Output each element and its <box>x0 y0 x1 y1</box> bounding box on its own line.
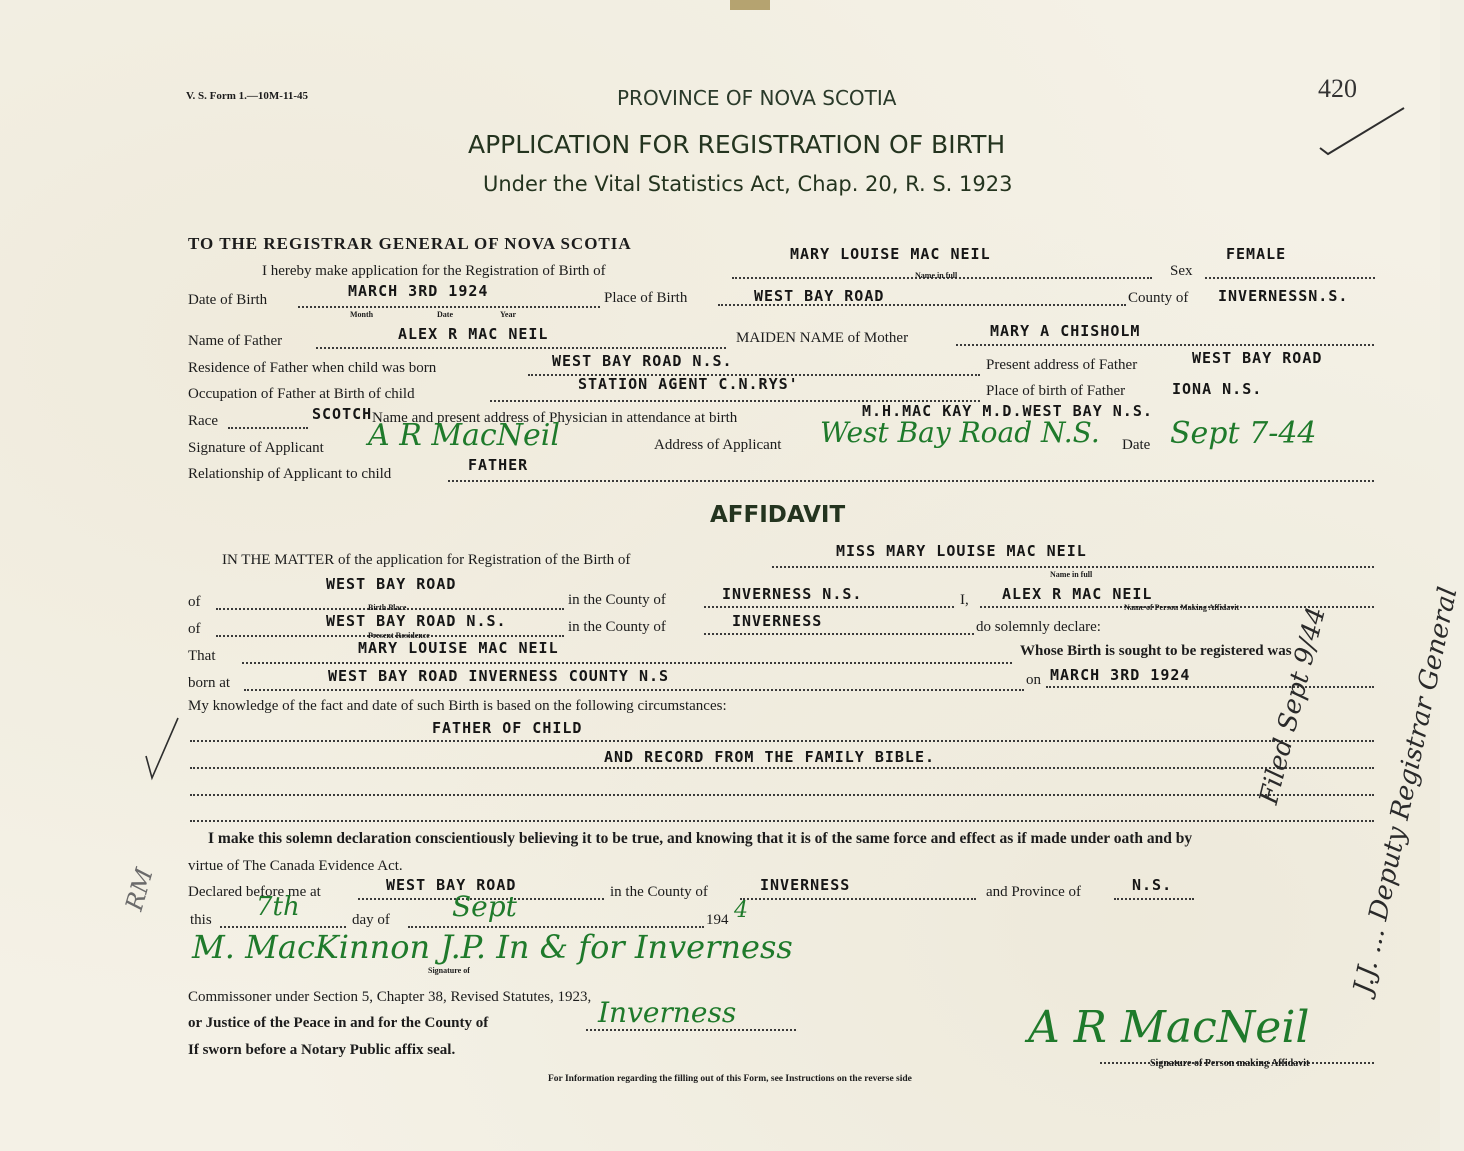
relationship-label: Relationship of Applicant to child <box>188 466 392 482</box>
initials-note: RM <box>120 864 159 914</box>
day-value: 7th <box>256 892 300 922</box>
of-label-2: of <box>188 621 201 637</box>
circumstance-2: AND RECORD FROM THE FAMILY BIBLE. <box>604 748 936 766</box>
check-mark-icon <box>1318 104 1408 160</box>
race-value: SCOTCH <box>312 405 373 423</box>
that-name-value: MARY LOUISE MAC NEIL <box>358 639 559 657</box>
declare-label: do solemnly declare: <box>976 619 1101 635</box>
province-label: and Province of <box>986 884 1081 900</box>
affidavit-heading: AFFIDAVIT <box>710 502 846 528</box>
born-at-value: WEST BAY ROAD INVERNESS COUNTY N.S <box>328 667 670 685</box>
commissioner-label: Commissoner under Section 5, Chapter 38, Revised Statutes, 1923, <box>188 989 592 1005</box>
father-birthplace-value: IONA N.S. <box>1172 380 1263 398</box>
date-signed-label: Date <box>1122 437 1151 453</box>
affiant-signature-label: Signature of Person making Affidavit <box>1150 1058 1310 1069</box>
sex-value: FEMALE <box>1226 245 1287 263</box>
present-address-value: WEST BAY ROAD <box>1192 349 1323 367</box>
notary-label: If sworn before a Notary Public affix seal. <box>188 1042 456 1058</box>
year-suffix: 4 <box>734 898 748 923</box>
occupation-value: STATION AGENT C.N.RYS' <box>578 375 799 393</box>
child-name-value: MARY LOUISE MAC NEIL <box>790 245 991 263</box>
applicant-signature: A R MacNeil <box>368 418 560 453</box>
dob-label: Date of Birth <box>188 292 268 308</box>
county-value-3: INVERNESS <box>760 876 851 894</box>
county-label-1: in the County of <box>568 592 666 608</box>
place-value: WEST BAY ROAD <box>754 287 885 305</box>
that-label: That <box>188 648 216 664</box>
name-in-full-label: Name in full <box>915 271 958 280</box>
declaration-line-2: virtue of The Canada Evidence Act. <box>188 858 403 874</box>
form-id: V. S. Form 1.—10M-11-45 <box>186 90 309 102</box>
applicant-address-label: Address of Applicant <box>654 437 782 453</box>
month-value: Sept <box>452 890 517 923</box>
county-label: County of <box>1128 290 1189 306</box>
sex-label: Sex <box>1170 263 1193 279</box>
paper-clip-mark <box>730 0 770 10</box>
occupation-label: Occupation of Father at Birth of child <box>188 386 415 402</box>
province-title: PROVINCE OF NOVA SCOTIA <box>617 86 897 110</box>
year-prefix: 194 <box>706 912 729 928</box>
declared-place-value: WEST BAY ROAD <box>386 876 517 894</box>
residence-value-aff: WEST BAY ROAD N.S. <box>326 612 507 630</box>
month-label: Month <box>350 310 374 319</box>
knowledge-label: My knowledge of the fact and date of such Birth is based on the following circumstances: <box>188 698 727 714</box>
i-label: I, <box>960 592 969 608</box>
residence-value: WEST BAY ROAD N.S. <box>552 352 733 370</box>
race-label: Race <box>188 413 218 429</box>
date-label: Date <box>437 310 453 319</box>
margin-check-mark-icon <box>142 716 182 782</box>
justice-label: or Justice of the Peace in and for the County of <box>188 1015 489 1031</box>
physician-value: M.H.MAC KAY M.D.WEST BAY N.S. <box>862 402 1153 420</box>
on-label: on <box>1026 672 1041 688</box>
deputy-note: J.J. ... Deputy Registrar General <box>1348 584 1464 997</box>
declared-label: Declared before me at <box>188 884 321 900</box>
county-label-3: in the County of <box>610 884 708 900</box>
whose-birth-label: Whose Birth is sought to be registered was <box>1020 643 1292 659</box>
physician-label: Name and present address of Physician in attendance at birth <box>372 410 738 426</box>
form-subtitle: Under the Vital Statistics Act, Chap. 20, R. S. 1923 <box>483 172 1013 196</box>
relationship-value: FATHER <box>468 456 529 474</box>
born-on-value: MARCH 3RD 1924 <box>1050 666 1191 684</box>
circumstance-1: FATHER OF CHILD <box>432 719 583 737</box>
affiant-value: ALEX R MAC NEIL <box>1002 585 1153 603</box>
footer-note: For Information regarding the filling out of this Form, see Instructions on the reverse side <box>548 1074 912 1084</box>
affidavit-name-in-full-label: Name in full <box>1050 570 1093 579</box>
affiant-signature: A R MacNeil <box>1028 1002 1310 1053</box>
form-title: APPLICATION FOR REGISTRATION OF BIRTH <box>468 130 1006 159</box>
declaration-line-1: I make this solemn declaration conscientiously believing it to be true, and knowing that it is of the same force and effect as if made under oath and by <box>208 830 1193 847</box>
residence-label: Residence of Father when child was born <box>188 360 437 376</box>
year-label: Year <box>500 310 516 319</box>
place-label: Place of Birth <box>604 290 688 306</box>
signature-label: Signature of Applicant <box>188 440 324 456</box>
province-value: N.S. <box>1132 876 1173 894</box>
mother-value: MARY A CHISHOLM <box>990 322 1141 340</box>
day-of-label: day of <box>352 912 390 928</box>
birth-place-label: Birth Place <box>368 603 407 612</box>
matter-name-value: MISS MARY LOUISE MAC NEIL <box>836 542 1087 560</box>
affiant-label: Name of Person Making Affidavit <box>1124 603 1240 612</box>
this-label: this <box>190 912 212 928</box>
commissioner-signature: M. MacKinnon J.P. In & for Inverness <box>192 928 793 966</box>
dob-value: MARCH 3RD 1924 <box>348 282 489 300</box>
signature-of-label: Signature of <box>428 966 470 975</box>
filed-note: Filed Sept 9/44 <box>1254 604 1332 808</box>
applicant-address-value: West Bay Road N.S. <box>820 416 1100 449</box>
matter-label: IN THE MATTER of the application for Registration of the Birth of <box>222 552 631 568</box>
county-value-2: INVERNESS <box>732 612 823 630</box>
date-signed-value: Sept 7-44 <box>1170 416 1317 451</box>
father-value: ALEX R MAC NEIL <box>398 325 549 343</box>
county-label-2: in the County of <box>568 619 666 635</box>
father-label: Name of Father <box>188 333 283 349</box>
born-at-label: born at <box>188 675 231 691</box>
residence-label-aff: Present Residence <box>368 631 430 640</box>
addressee: TO THE REGISTRAR GENERAL OF NOVA SCOTIA <box>188 234 632 253</box>
form-number: 420 <box>1318 74 1357 103</box>
county-value-1: INVERNESS N.S. <box>722 585 863 603</box>
father-birthplace-label: Place of birth of Father <box>986 383 1126 399</box>
intro-label: I hereby make application for the Registration of Birth of <box>262 263 606 279</box>
birth-place-value: WEST BAY ROAD <box>326 575 457 593</box>
county-value: INVERNESSN.S. <box>1218 287 1349 305</box>
mother-label: MAIDEN NAME of Mother <box>736 330 909 346</box>
of-label-1: of <box>188 594 201 610</box>
justice-county-value: Inverness <box>598 996 737 1029</box>
present-address-label: Present address of Father <box>986 357 1138 373</box>
